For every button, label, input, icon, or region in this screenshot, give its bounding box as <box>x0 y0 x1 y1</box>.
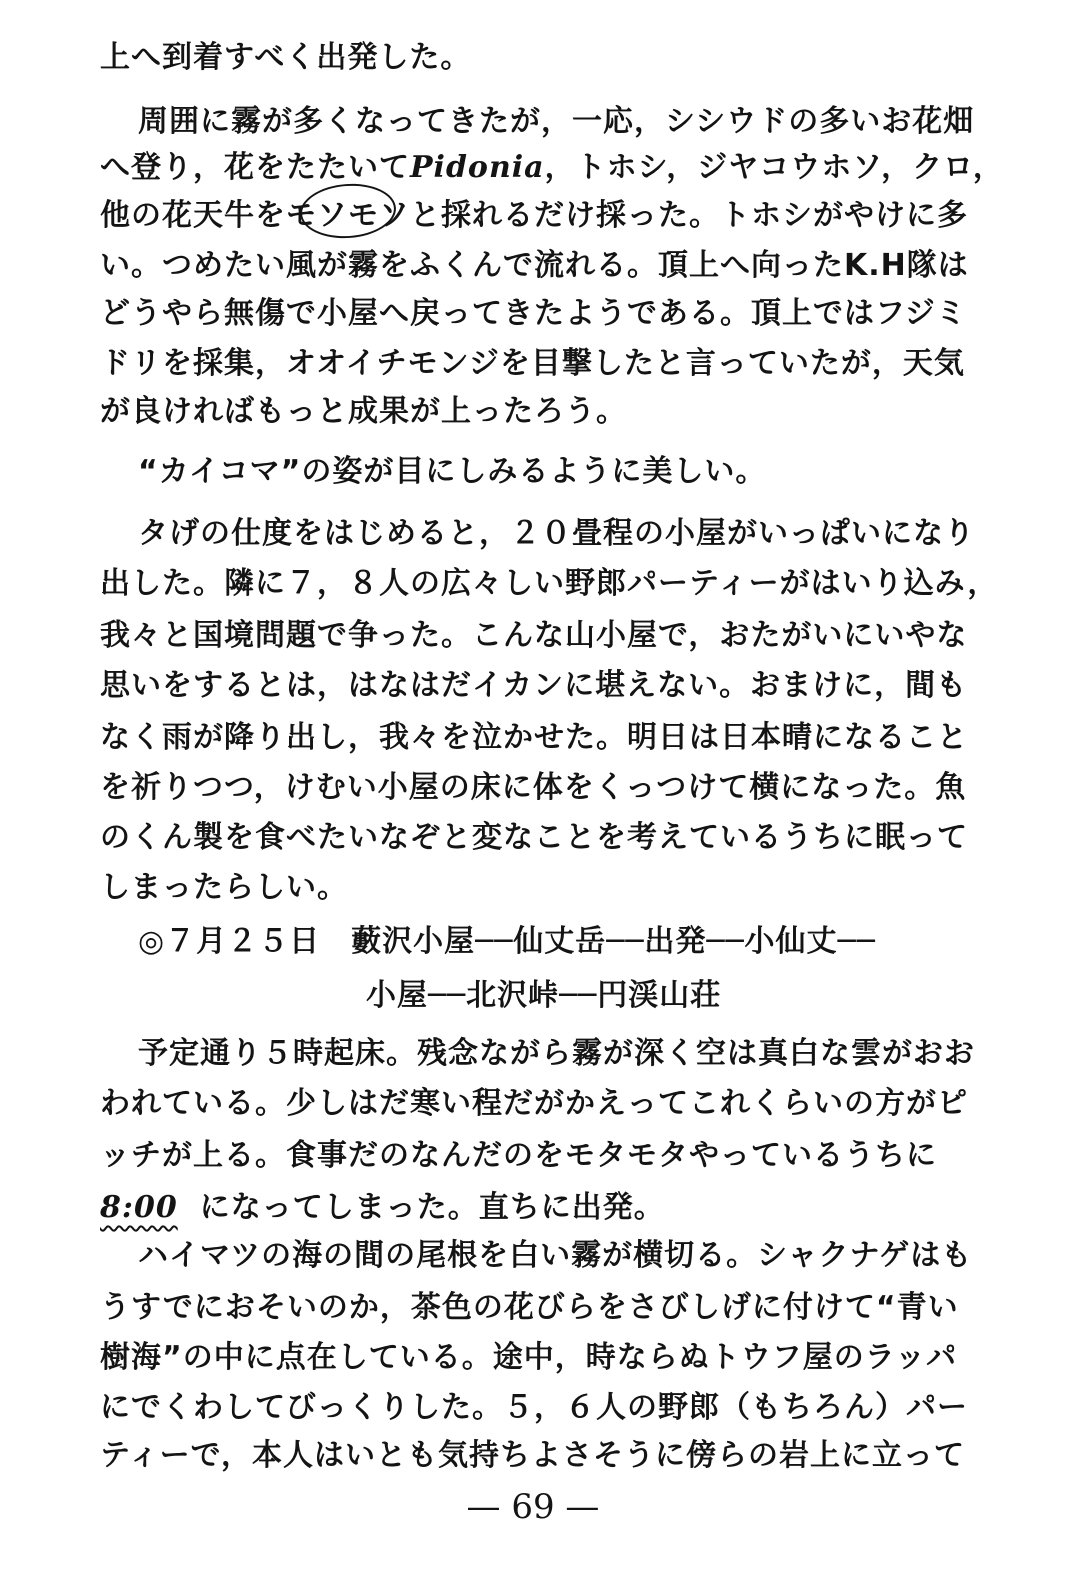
text-line: が良ければもっと成果が上ったろう。 <box>100 394 627 429</box>
text-line: のくん製を食べたいなぞと変なことを考えているうちに眠って <box>100 820 968 855</box>
text-line: しまったらしい。 <box>100 870 348 905</box>
text-line: へ登り，花をたたいてPidonia，トホシ，ジヤコウホソ，クロ， <box>100 148 1004 188</box>
text-line: 他の花天牛をモソモソと採れるだけ採った。トホシがやけに多 <box>100 198 968 233</box>
text-line: われている。少しはだ寒い程だがかえってこれくらいの方がピ <box>100 1086 968 1121</box>
time-underlined: 8:00 <box>100 1190 178 1225</box>
text-line: うすでにおそいのか，茶色の花びらをさびしげに付けて“青い <box>100 1290 959 1325</box>
text-line: ッチが上る。食事だのなんだのをモタモタやっているうちに <box>100 1138 937 1173</box>
text-line: を祈りつつ，けむい小屋の床に体をくっつけて横になった。魚 <box>100 770 967 805</box>
text-line: どうやら無傷で小屋へ戻ってきたようである。頂上ではフジミ <box>100 296 967 331</box>
text-line: 8:00 になってしまった。直ちに出発。 <box>100 1188 665 1228</box>
text-line: 我々と国境問題で争った。こんな山小屋で，おたがいにいやな <box>100 618 968 653</box>
text-line: 出した。隣に７，８人の広々しい野郎パーティーがはいり込み， <box>100 566 999 601</box>
itinerary-heading: ◎７月２５日 藪沢小屋──仙丈岳──出発──小仙丈── <box>138 924 876 959</box>
text-line: 周囲に霧が多くなってきたが，一応，シシウドの多いお花畑 <box>138 104 975 139</box>
text-line: 思いをするとは，はなはだイカンに堪えない。おまけに，間も <box>100 668 968 703</box>
text-line: にでくわしてびっくりした。５，６人の野郎（もちろん）パー <box>100 1390 968 1425</box>
page-number: — 69 — <box>466 1487 600 1527</box>
text-line: なく雨が降り出し，我々を泣かせた。明日は日本晴になること <box>100 720 968 755</box>
text-line: タげの仕度をはじめると，２０畳程の小屋がいっぱいになり <box>138 516 975 551</box>
text-line: ハイマツの海の間の尾根を白い霧が横切る。シャクナゲはも <box>138 1238 973 1273</box>
text-line: 上へ到着すべく出発した。 <box>100 40 472 75</box>
text-line: い。つめたい風が霧をふくんで流れる。頂上へ向ったK.H隊は <box>100 248 969 283</box>
text-line: 樹海”の中に点在している。途中，時ならぬトウフ屋のラッパ <box>100 1340 958 1375</box>
genus-name: Pidonia <box>410 150 545 185</box>
text-line: ドリを採集，オオイチモンジを目撃したと言っていたが，天気 <box>100 346 965 381</box>
text-line: ティーで，本人はいとも気持ちよさそうに傍らの岩上に立って <box>100 1438 965 1473</box>
itinerary-heading-cont: 小屋──北沢峠──円渓山荘 <box>366 978 722 1013</box>
text-line: 予定通り５時起床。残念ながら霧が深く空は真白な雲がおお <box>138 1036 975 1071</box>
text-line: “カイコマ”の姿が目にしみるように美しい。 <box>138 454 767 489</box>
